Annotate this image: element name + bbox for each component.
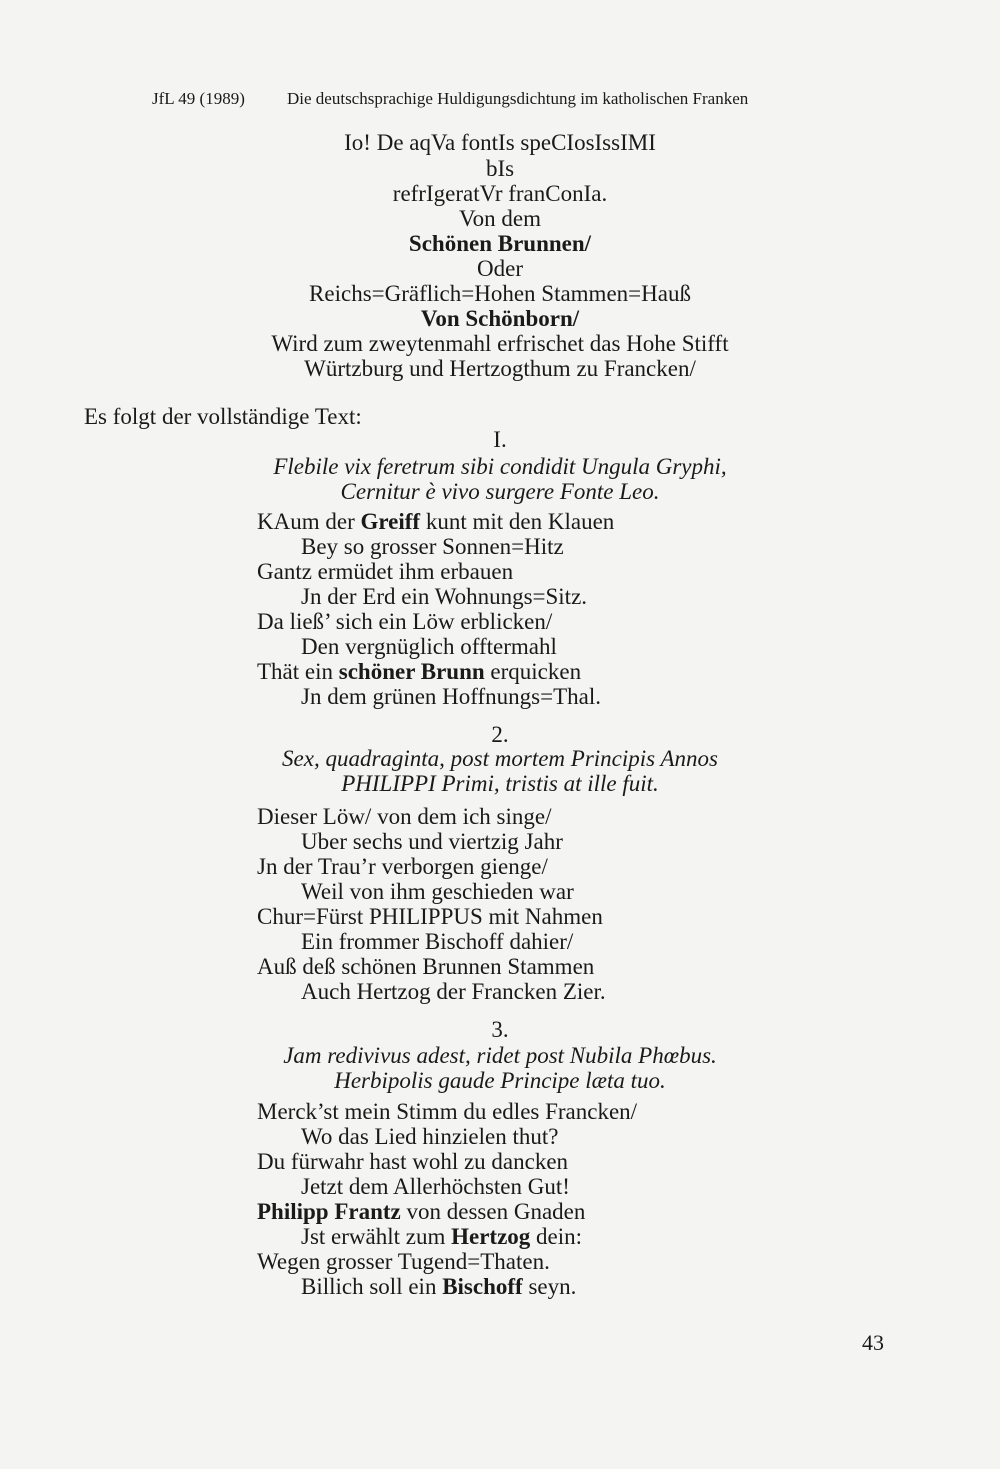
verse-line: Den vergnüglich offtermahl: [301, 634, 557, 659]
verse-line: Auch Hertzog der Francken Zier.: [301, 979, 606, 1004]
verse-line: Da ließ’ sich ein Löw erblicken/: [257, 609, 553, 634]
verse-line: Jetzt dem Allerhöchsten Gut!: [301, 1174, 570, 1199]
title-line-6: Oder: [477, 256, 523, 281]
verse-line: Jn der Erd ein Wohnungs=Sitz.: [301, 584, 588, 609]
stanza-3-latin-1: Jam redivivus adest, ridet post Nubila Phœbus.: [283, 1043, 717, 1068]
stanza-1-number: I.: [493, 427, 507, 452]
verse-line: Uber sechs und viertzig Jahr: [301, 829, 563, 854]
verse-line: Gantz ermüdet ihm erbauen: [257, 559, 514, 584]
stanza-1-latin-1: Flebile vix feretrum sibi condidit Ungula Gryphi,: [273, 454, 727, 479]
title-line-5: Schönen Brunnen/: [408, 231, 592, 256]
verse-line: Chur=Fürst PHILIPPUS mit Nahmen: [257, 904, 603, 929]
verse-line: Billich soll ein Bischoff seyn.: [301, 1274, 577, 1299]
stanza-2-latin-2: PHILIPPI Primi, tristis at ille fuit.: [341, 771, 659, 796]
stanza-3-latin-2: Herbipolis gaude Principe læta tuo.: [334, 1068, 666, 1093]
title-line-10: Würtzburg und Hertzogthum zu Francken/: [304, 356, 696, 381]
page-number: 43: [862, 1330, 884, 1355]
verse-line: KAum der Greiff kunt mit den Klauen: [257, 509, 615, 534]
title-line-7: Reichs=Gräflich=Hohen Stammen=Hauß: [309, 281, 691, 306]
verse-line: Dieser Löw/ von dem ich singe/: [257, 804, 552, 829]
verse-line: Jn dem grünen Hoffnungs=Thal.: [301, 684, 601, 709]
intro-text: Es folgt der vollständige Text:: [84, 404, 362, 429]
stanza-2-latin-1: Sex, quadraginta, post mortem Principis Annos: [282, 746, 718, 771]
stanza-2-number: 2.: [491, 722, 509, 747]
stanza-3-number: 3.: [491, 1017, 509, 1042]
verse-line: Bey so grosser Sonnen=Hitz: [301, 534, 564, 559]
journal-citation: JfL 49 (1989): [152, 89, 245, 108]
verse-line: Jn der Trau’r verborgen gienge/: [257, 854, 548, 879]
verse-line: Thät ein schöner Brunn erquicken: [257, 659, 582, 684]
stanza-1-latin-2: Cernitur è vivo surgere Fonte Leo.: [340, 479, 660, 504]
title-line-2: bIs: [485, 156, 515, 181]
title-line-9: Wird zum zweytenmahl erfrischet das Hohe Stifft: [271, 331, 729, 356]
verse-line: Philipp Frantz von dessen Gnaden: [257, 1199, 586, 1224]
verse-line: Du fürwahr hast wohl zu dancken: [257, 1149, 569, 1174]
verse-line: Ein frommer Bischoff dahier/: [301, 929, 574, 954]
article-title: Die deutschsprachige Huldigungsdichtung im katholischen Franken: [287, 89, 749, 108]
verse-line: Merck’st mein Stimm du edles Francken/: [257, 1099, 638, 1124]
verse-line: Wegen grosser Tugend=Thaten.: [257, 1249, 550, 1274]
title-line-8: Von Schönborn/: [420, 306, 580, 331]
verse-line: Wo das Lied hinzielen thut?: [301, 1124, 559, 1149]
title-line-4: Von dem: [459, 206, 541, 231]
verse-line: Auß deß schönen Brunnen Stammen: [257, 954, 595, 979]
verse-line: Weil von ihm geschieden war: [301, 879, 574, 904]
title-line-1: Io! De aqVa fontIs speCIosIssIMI: [344, 130, 656, 155]
title-line-3: refrIgeratVr franConIa.: [392, 181, 608, 206]
verse-line: Jst erwählt zum Hertzog dein:: [301, 1224, 583, 1249]
